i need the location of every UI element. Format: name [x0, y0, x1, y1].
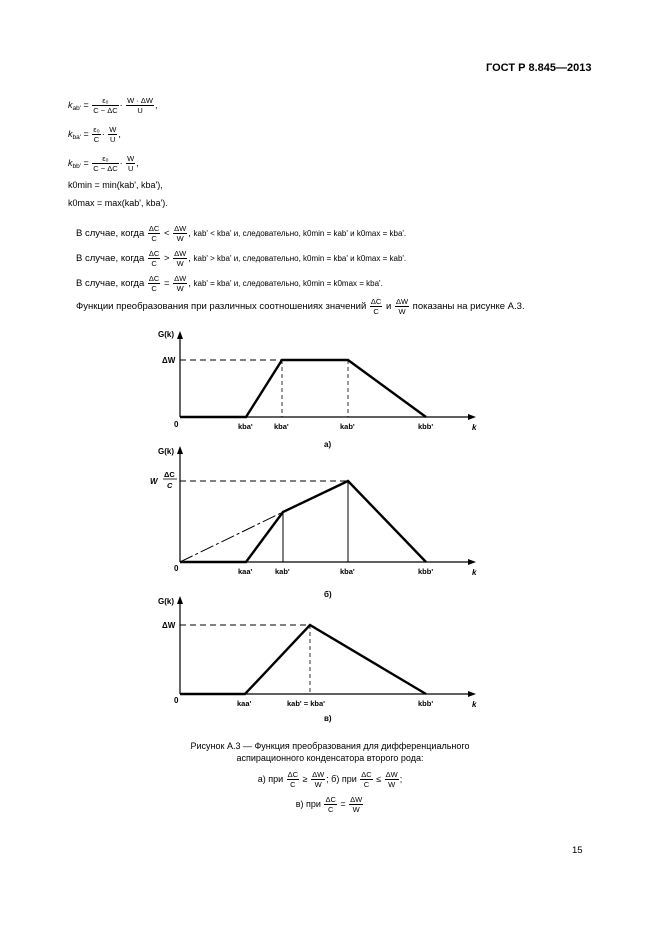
case-3: В случае, когда $\frac{\Delta C}{C}$ = $\frac{\Delta W}{W}$ , kab' = kba' и, следовательно, k0min = k0max = kba'.	[76, 274, 383, 293]
figure-caption-line2: аспирационного конденсатора второго рода:	[236, 753, 424, 763]
formula-k0min: k0min = min(kab', kba'),	[68, 180, 163, 190]
figure-caption-ab: а) при $\frac{\Delta C}{C}$ ≥ $\frac{\Delta W}{W}$ ; б) при $\frac{\Delta C}{C}$ ≤ $\frac{\Delta W}{W}$ ;	[257, 770, 403, 789]
tick-label-2: kab'	[275, 567, 290, 576]
formula-kba: $k_{ba'}$ = $\frac{\text{ε₀}}{C}$ · $\frac{W}{U}$ ,	[68, 125, 121, 144]
y-max-label-num: ΔC	[164, 470, 175, 479]
tick-label-3: kab'	[340, 422, 355, 431]
series-line	[180, 625, 426, 694]
chart-c	[140, 590, 500, 725]
origin-label: 0	[174, 420, 179, 429]
x-arrow-icon	[468, 691, 476, 697]
tick-label-3: kbb'	[418, 699, 434, 708]
tick-label-4: kbb'	[418, 422, 434, 431]
chart-sublabel: б)	[324, 590, 332, 599]
x-label: k	[472, 568, 477, 577]
case-2: В случае, когда $\frac{\Delta C}{C}$ > $\frac{\Delta W}{W}$ , kab' > kba' и, следовательно, k0min = kba' и k0max = kab'.	[76, 249, 407, 268]
case-1: В случае, когда $\frac{\Delta C}{C}$ < $\frac{\Delta W}{W}$ , kab' < kba' и, следовательно, k0min = kab' и k0max = kba'.	[76, 224, 407, 243]
tick-label-4: kbb'	[418, 567, 434, 576]
chart-sublabel: в)	[324, 714, 332, 723]
page-number: 15	[572, 845, 583, 856]
y-max-label: ΔW	[162, 621, 176, 630]
y-arrow-icon	[177, 596, 183, 604]
origin-label: 0	[174, 696, 179, 705]
tick-label-1: kaa'	[238, 567, 253, 576]
diagonal-dashdot	[180, 512, 283, 562]
y-label: G(k)	[158, 330, 174, 339]
y-arrow-icon	[177, 446, 183, 454]
tick-label-2: kba'	[274, 422, 289, 431]
tick-label-3: kba'	[340, 567, 355, 576]
series-line	[180, 481, 426, 562]
tick-label-1: kaa'	[237, 699, 252, 708]
chart-a	[140, 325, 500, 455]
y-max-label-w: W	[150, 477, 158, 486]
formula-kbb: $k_{bb'}$ = $\frac{\text{ε₀}}{C - \Delta C}$ · $\frac{W}{U}$ ,	[68, 154, 139, 173]
formula-kab: $k_{ab'}$ = $\frac{\text{ε₀}}{C - \Delta C}$ · $\frac{W \cdot \Delta W}{U}$ ,	[68, 96, 158, 115]
y-max-label-den: C	[167, 481, 173, 490]
chart-b	[140, 440, 500, 600]
y-label: G(k)	[158, 447, 174, 456]
y-max-label: ΔW	[162, 356, 176, 365]
x-label: k	[472, 700, 477, 709]
functions-text: Функции преобразования при различных соотношениях значений $\frac{\Delta C}{C}$ и $\frac{\Delta W}{W}$ показаны на рисунке А.3.	[76, 297, 525, 316]
figure-caption-c: в) при $\frac{\Delta C}{C}$ = $\frac{\Delta W}{W}$	[295, 795, 363, 814]
y-arrow-icon	[177, 331, 183, 339]
x-arrow-icon	[468, 414, 476, 420]
x-label: k	[472, 423, 477, 432]
x-arrow-icon	[468, 559, 476, 565]
series-line	[180, 360, 426, 417]
figure-caption-line1: Рисунок А.3 — Функция преобразования для дифференциального	[190, 741, 470, 751]
y-label: G(k)	[158, 597, 174, 606]
tick-label-1: kba'	[238, 422, 253, 431]
standard-header: ГОСТ Р 8.845—2013	[486, 62, 592, 74]
chart-sublabel: а)	[324, 440, 332, 449]
formula-k0max: k0max = max(kab', kba').	[68, 198, 168, 208]
tick-label-2: kab' = kba'	[287, 699, 325, 708]
origin-label: 0	[174, 564, 179, 573]
